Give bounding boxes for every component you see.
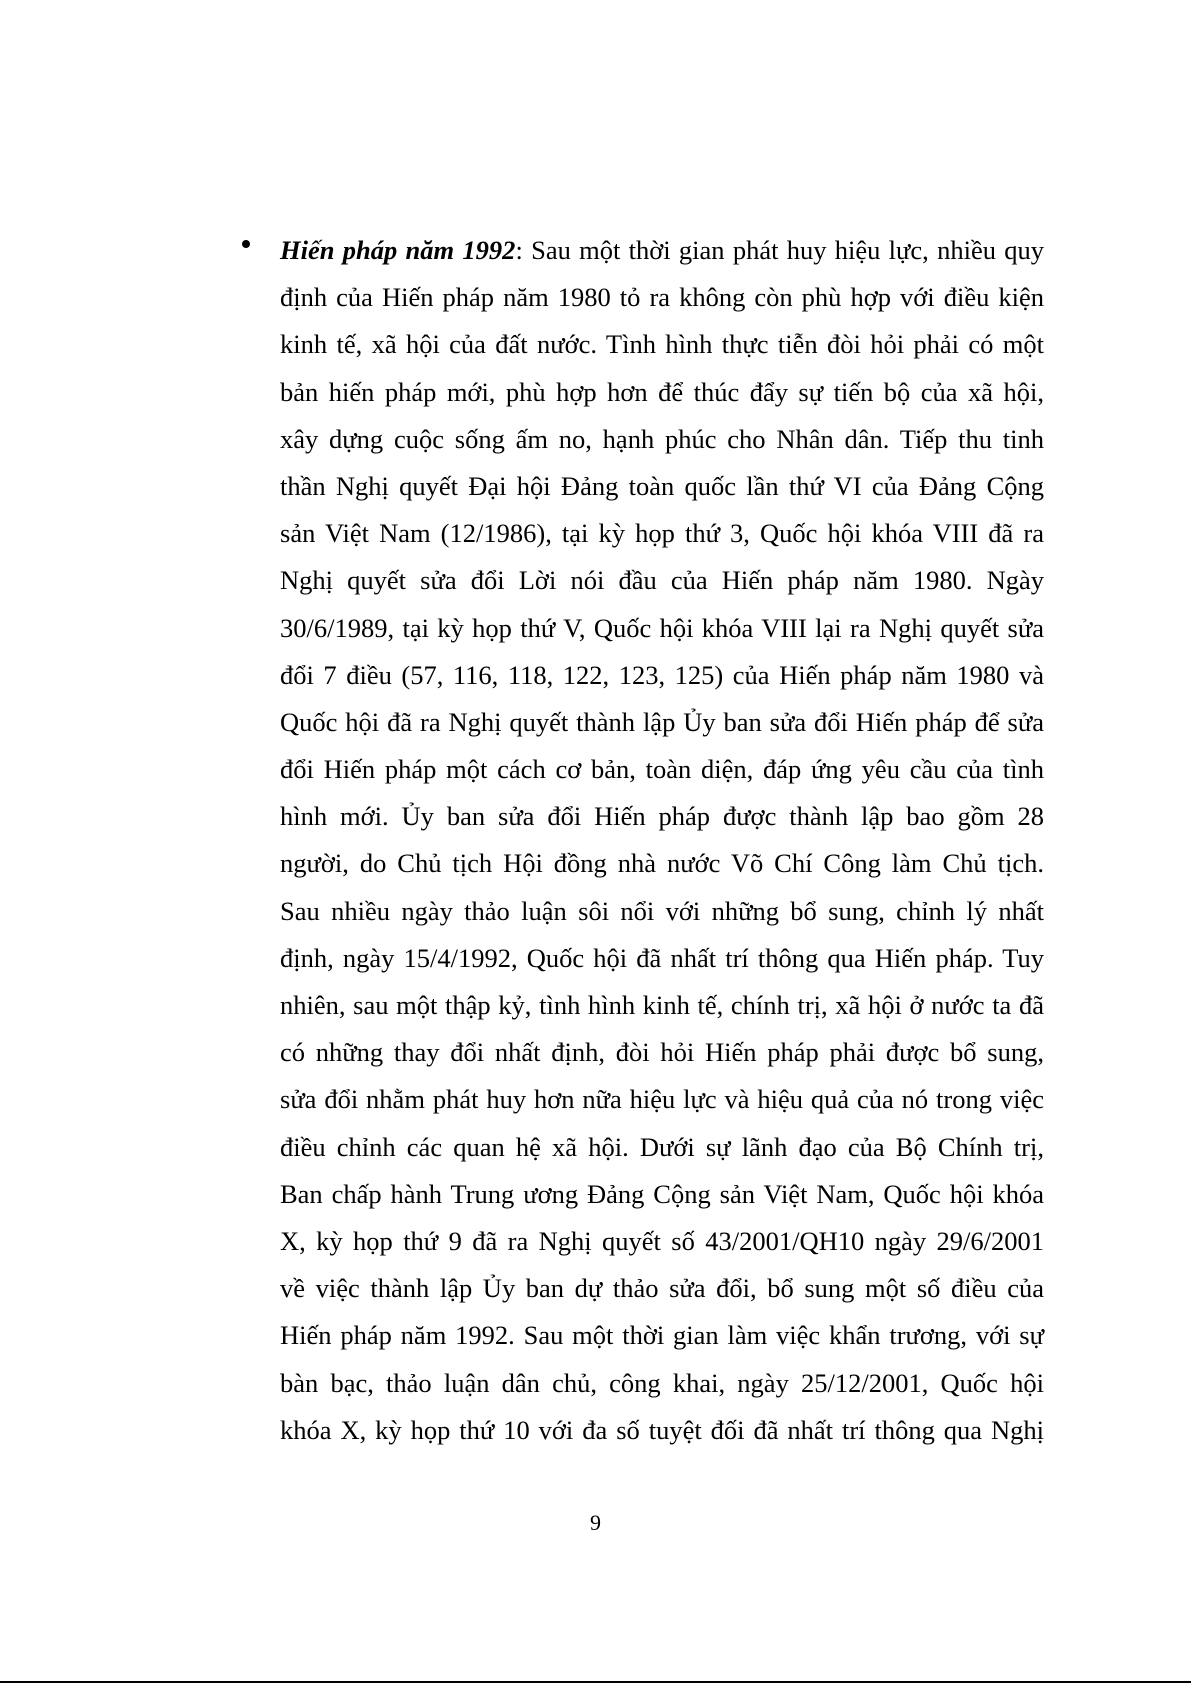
paragraph-line: 30/6/1989, tại kỳ họp thứ V, Quốc hội khóa VIII lại ra Nghị quyết sửa	[280, 612, 1044, 643]
paragraph-line: thần Nghị quyết Đại hội Đảng toàn quốc lần thứ VI của Đảng Cộng	[280, 470, 1044, 501]
paragraph-line: đổi Hiến pháp một cách cơ bản, toàn diện, đáp ứng yêu cầu của tình	[280, 754, 1044, 785]
paragraph-line: định của Hiến pháp năm 1980 tỏ ra không còn phù hợp với điều kiện	[280, 282, 1044, 313]
bullet-icon	[242, 240, 250, 248]
page-number: 9	[590, 1510, 601, 1535]
paragraph-line: đổi 7 điều (57, 116, 118, 122, 123, 125) của Hiến pháp năm 1980 và	[280, 659, 1044, 690]
paragraph-line: Ban chấp hành Trung ương Đảng Cộng sản Việt Nam, Quốc hội khóa	[280, 1178, 1044, 1209]
paragraph-line: xây dựng cuộc sống ấm no, hạnh phúc cho Nhân dân. Tiếp thu tinh	[280, 423, 1044, 454]
paragraph-line: bàn bạc, thảo luận dân chủ, công khai, ngày 25/12/2001, Quốc hội	[280, 1367, 1044, 1398]
paragraph-line: định, ngày 15/4/1992, Quốc hội đã nhất trí thông qua Hiến pháp. Tuy	[280, 942, 1044, 973]
paragraph	[280, 227, 1044, 1454]
paragraph-line: khóa X, kỳ họp thứ 10 với đa số tuyệt đối đã nhất trí thông qua Nghị	[280, 1414, 1044, 1445]
paragraph-line: người, do Chủ tịch Hội đồng nhà nước Võ Chí Công làm Chủ tịch.	[280, 848, 1044, 879]
paragraph-line: nhiên, sau một thập kỷ, tình hình kinh tế, chính trị, xã hội ở nước ta đã	[280, 990, 1044, 1020]
page-bottom-divider	[0, 1681, 1191, 1683]
paragraph-line: hình mới. Ủy ban sửa đổi Hiến pháp được thành lập bao gồm 28	[280, 801, 1044, 832]
paragraph-line: về việc thành lập Ủy ban dự thảo sửa đổi, bổ sung một số điều của	[280, 1273, 1044, 1304]
lead-title: Hiến pháp năm 1992	[280, 235, 516, 265]
paragraph-line: Sau nhiều ngày thảo luận sôi nổi với những bổ sung, chỉnh lý nhất	[280, 895, 1044, 926]
paragraph-line: sửa đổi nhằm phát huy hơn nữa hiệu lực và hiệu quả của nó trong việc	[280, 1084, 1044, 1115]
paragraph-line: có những thay đổi nhất định, đòi hỏi Hiến pháp phải được bổ sung,	[280, 1037, 1044, 1068]
paragraph-line: X, kỳ họp thứ 9 đã ra Nghị quyết số 43/2001/QH10 ngày 29/6/2001	[280, 1225, 1044, 1256]
paragraph-line: sản Việt Nam (12/1986), tại kỳ họp thứ 3, Quốc hội khóa VIII đã ra	[280, 518, 1044, 549]
paragraph-line: Nghị quyết sửa đổi Lời nói đầu của Hiến pháp năm 1980. Ngày	[280, 565, 1044, 596]
paragraph-line: Hiến pháp năm 1992. Sau một thời gian làm việc khẩn trương, với sự	[280, 1320, 1044, 1351]
paragraph-line: kinh tế, xã hội của đất nước. Tình hình thực tiễn đòi hỏi phải có một	[280, 329, 1044, 360]
paragraph-line: điều chỉnh các quan hệ xã hội. Dưới sự lãnh đạo của Bộ Chính trị,	[280, 1131, 1044, 1162]
line-text: : Sau một thời gian phát huy hiệu lực, nhiều quy	[515, 235, 1044, 265]
paragraph-line: bản hiến pháp mới, phù hợp hơn để thúc đẩy sự tiến bộ của xã hội,	[280, 376, 1044, 407]
paragraph-line	[280, 227, 1044, 274]
paragraph-line: Quốc hội đã ra Nghị quyết thành lập Ủy ban sửa đổi Hiến pháp để sửa	[280, 706, 1044, 737]
